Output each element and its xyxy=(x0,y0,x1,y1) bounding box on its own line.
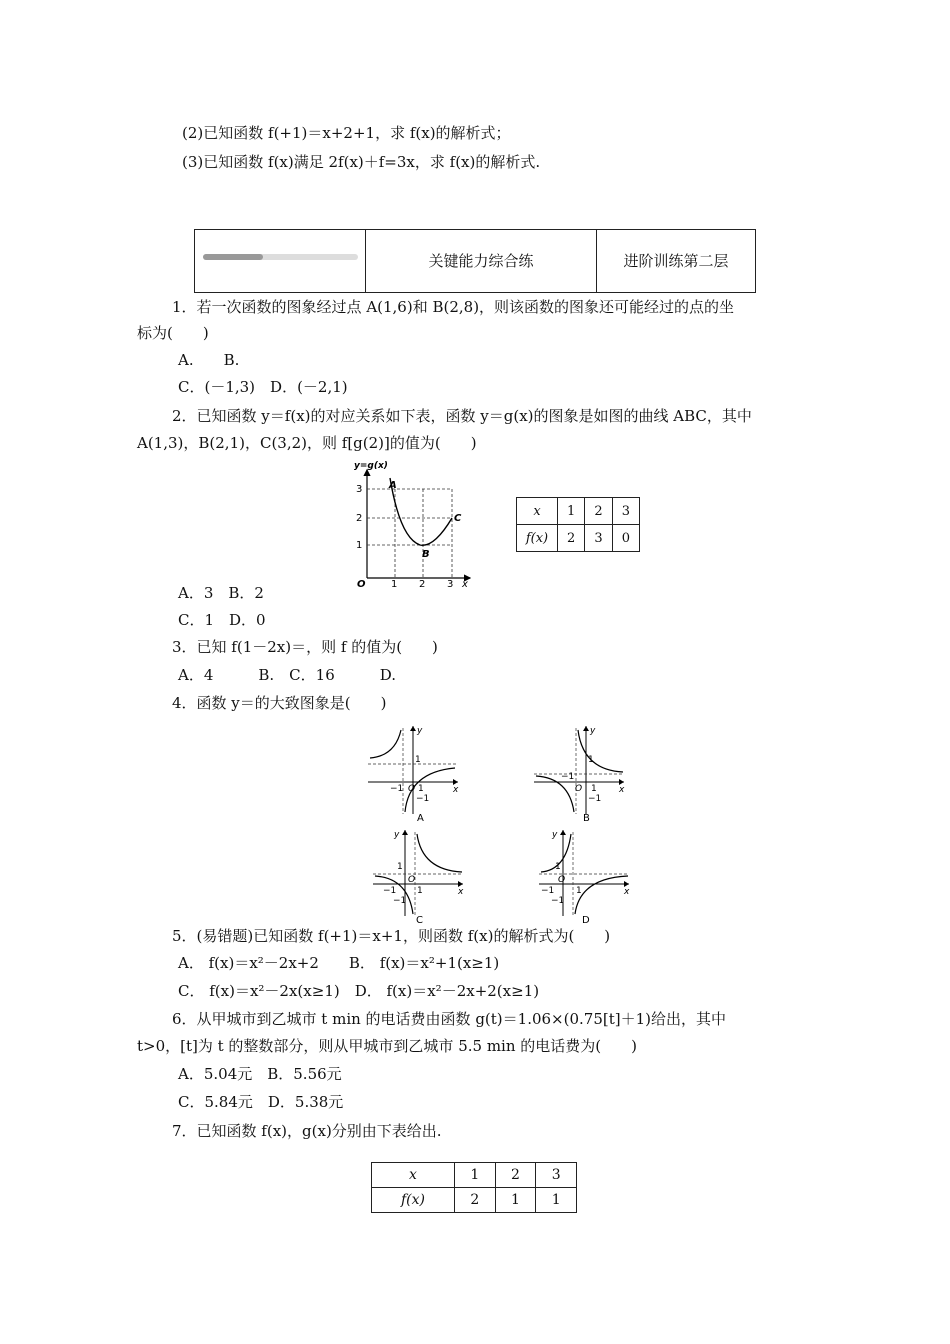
xtick-1: 1 xyxy=(391,579,398,588)
origin: O xyxy=(408,875,416,885)
table-cell: 0 xyxy=(612,525,639,552)
tick-neg1: −1 xyxy=(561,772,575,782)
table-q7-f xyxy=(371,1162,577,1213)
tick-neg1: −1 xyxy=(416,794,430,804)
q3-options: A．4 B. C．16 D. xyxy=(178,666,396,684)
graph-label-a: A xyxy=(417,813,424,824)
graph-label-d: D xyxy=(582,915,590,926)
table-f xyxy=(516,497,640,552)
point-a: A xyxy=(389,480,397,491)
table-cell: 2 xyxy=(455,1188,496,1213)
tick-1: 1 xyxy=(415,755,421,765)
tick-neg1: −1 xyxy=(541,886,555,896)
problem-2: (2)已知函数 f(+1)＝x+2+1，求 f(x)的解析式； xyxy=(182,124,511,142)
axis-x: x xyxy=(624,887,630,897)
table-cell: 2 xyxy=(495,1163,536,1188)
axis-y: y xyxy=(590,726,596,736)
graph-option-d xyxy=(536,826,636,926)
table-cell: 3 xyxy=(536,1163,577,1188)
problem-3: (3)已知函数 f(x)满足 2f(x)＋f=3x，求 f(x)的解析式. xyxy=(182,153,541,171)
q3-stem: 3．已知 f(1－2x)＝，则 f 的值为( ) xyxy=(172,638,438,656)
tick-1: 1 xyxy=(588,755,594,765)
xtick-3: 3 xyxy=(447,579,454,588)
q2-options-ab: A．3 B．2 xyxy=(178,584,264,602)
ytick-1: 1 xyxy=(356,540,363,551)
graph-label-c: C xyxy=(416,915,423,926)
tick-neg1: −1 xyxy=(551,896,565,906)
table-cell: f(x) xyxy=(517,525,558,552)
axis-x: x xyxy=(458,887,464,897)
q1-stem-1: 1．若一次函数的图象经过点 A(1,6)和 B(2,8)，则该函数的图象还可能经过的点的坐 xyxy=(172,298,735,316)
q2-stem-1: 2．已知函数 y＝f(x)的对应关系如下表，函数 y＝g(x)的图象是如图的曲线 ABC，其中 xyxy=(172,407,752,425)
graph-g-xlabel: x xyxy=(462,579,468,588)
table-cell: 2 xyxy=(558,525,585,552)
q6-stem-2: t>0，[t]为 t 的整数部分，则从甲城市到乙城市 5.5 min 的电话费为( ) xyxy=(137,1037,637,1055)
table-cell: 1 xyxy=(495,1188,536,1213)
q1-options-ab: A. B. xyxy=(178,351,240,369)
table-cell: 3 xyxy=(612,498,639,525)
graph-option-c xyxy=(370,826,470,926)
origin: O xyxy=(408,784,416,794)
progress-bar xyxy=(203,254,358,260)
axis-y: y xyxy=(394,830,400,840)
q7-stem: 7．已知函数 f(x)，g(x)分别由下表给出. xyxy=(172,1122,442,1140)
section-level: 进阶训练第二层 xyxy=(623,252,729,270)
q2-options-cd: C．1 D．0 xyxy=(178,611,266,629)
q5-stem: 5．(易错题)已知函数 f(+1)＝x+1，则函数 f(x)的解析式为( ) xyxy=(172,927,611,945)
tick-1: 1 xyxy=(591,784,597,794)
graph-g xyxy=(352,458,477,588)
axis-y: y xyxy=(417,726,423,736)
ytick-2: 2 xyxy=(356,513,363,524)
q6-options-cd: C．5.84元 D．5.38元 xyxy=(178,1093,344,1111)
table-cell: x xyxy=(517,498,558,525)
tick-neg1: −1 xyxy=(588,794,602,804)
graph-g-ylabel: y=g(x) xyxy=(354,461,388,471)
xtick-2: 2 xyxy=(419,579,426,588)
table-cell: 3 xyxy=(585,525,612,552)
tick-1: 1 xyxy=(397,862,403,872)
graph-option-a xyxy=(365,722,465,824)
axis-y: y xyxy=(552,830,558,840)
ytick-3: 3 xyxy=(356,484,363,495)
q1-options-cd: C．(－1,3) D．(－2,1) xyxy=(178,378,348,396)
graph-option-b xyxy=(531,722,631,824)
point-c: C xyxy=(454,513,462,524)
q6-options-ab: A．5.04元 B．5.56元 xyxy=(178,1065,342,1083)
graph-label-b: B xyxy=(583,813,590,824)
q5-options-ab: A． f(x)＝x²－2x+2 B． f(x)＝x²+1(x≥1) xyxy=(178,954,500,972)
tick-1: 1 xyxy=(417,886,423,896)
tick-1: 1 xyxy=(576,886,582,896)
table-cell: 2 xyxy=(585,498,612,525)
origin: O xyxy=(558,875,566,885)
table-cell: 1 xyxy=(455,1163,496,1188)
table-cell: f(x) xyxy=(372,1188,455,1213)
origin: O xyxy=(575,784,583,794)
tick-1: 1 xyxy=(555,862,561,872)
section-title: 关键能力综合练 xyxy=(428,252,534,270)
table-cell: x xyxy=(372,1163,455,1188)
q6-stem-1: 6．从甲城市到乙城市 t min 的电话费由函数 g(t)＝1.06×(0.75[t]＋1)给出，其中 xyxy=(172,1010,727,1028)
tick-neg1: −1 xyxy=(383,886,397,896)
q4-stem: 4．函数 y＝的大致图象是( ) xyxy=(172,694,387,712)
axis-x: x xyxy=(619,785,625,795)
tick-1: 1 xyxy=(418,784,424,794)
section-header xyxy=(194,229,756,293)
graph-g-origin: O xyxy=(357,579,366,588)
q5-options-cd: C． f(x)＝x²－2x(x≥1) D． f(x)＝x²－2x+2(x≥1) xyxy=(178,982,540,1000)
axis-x: x xyxy=(453,785,459,795)
point-b: B xyxy=(422,549,430,560)
table-cell: 1 xyxy=(536,1188,577,1213)
q1-stem-2: 标为( ) xyxy=(137,324,209,342)
tick-neg1: −1 xyxy=(390,784,404,794)
table-cell: 1 xyxy=(558,498,585,525)
q2-stem-2: A(1,3)，B(2,1)，C(3,2)，则 f[g(2)]的值为( ) xyxy=(137,434,477,452)
tick-neg1: −1 xyxy=(393,896,407,906)
